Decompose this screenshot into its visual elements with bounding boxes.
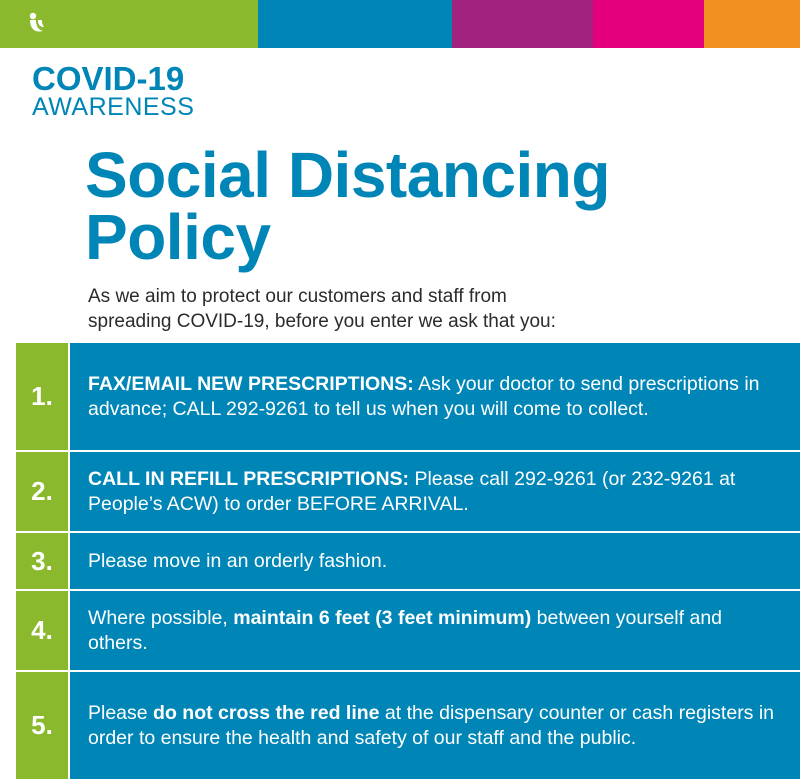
intro-line-1: As we aim to protect our customers and staff from [88, 286, 507, 307]
page-title-line-2: Policy [85, 201, 271, 273]
item-body-text: Please move in an orderly fashion. [88, 549, 388, 572]
policy-item-1 [16, 343, 800, 452]
item-text [70, 672, 800, 779]
intro-line-2: spreading COVID-19, before you enter we ask that you: [88, 311, 556, 332]
page-title-line-1: Social Distancing [85, 139, 610, 211]
color-bar-purple [452, 0, 593, 48]
color-bar-orange [704, 0, 800, 48]
item-number: 2. [16, 452, 68, 531]
item-bold-text: do not cross the red line [153, 701, 380, 724]
item-pre-text: Where possible, [88, 606, 234, 629]
item-post-text: at the dispensary counter or cash registers in order to ensure the health and safety of our staff and the public. [88, 701, 775, 749]
policy-item-5 [16, 672, 800, 781]
intro-text [88, 284, 768, 334]
awareness-subtitle: AWARENESS [32, 93, 195, 121]
policy-list [16, 343, 800, 781]
item-text [70, 452, 800, 531]
policy-item-4 [16, 591, 800, 672]
item-pre-text: Please [88, 701, 154, 724]
item-number: 1. [16, 343, 68, 450]
color-bar-pink [593, 0, 704, 48]
item-text [70, 343, 800, 450]
item-bold-text: CALL IN REFILL PRESCRIPTIONS: [88, 467, 410, 490]
color-bar [0, 0, 800, 48]
item-text [70, 533, 800, 589]
item-text [70, 591, 800, 670]
item-number: 3. [16, 533, 68, 589]
page-title [85, 139, 785, 273]
item-post-text: between yourself and others. [88, 606, 723, 654]
item-bold-text: maintain 6 feet (3 feet minimum) [233, 606, 532, 629]
item-number: 5. [16, 672, 68, 779]
policy-item-3 [16, 533, 800, 591]
covid-title: COVID-19 [32, 60, 185, 97]
policy-item-2 [16, 452, 800, 533]
item-body-text: Ask your doctor to send prescriptions in advance; CALL 292-9261 to tell us when you will come to collect. [88, 372, 760, 420]
item-body-text: Please call 292-9261 (or 232-9261 at People’s ACW) to order BEFORE ARRIVAL. [88, 467, 736, 515]
color-bar-green [0, 0, 258, 48]
item-number: 4. [16, 591, 68, 670]
item-bold-text: FAX/EMAIL NEW PRESCRIPTIONS: [88, 372, 414, 395]
pharmacy-logo-icon [24, 10, 50, 36]
color-bar-blue [258, 0, 452, 48]
